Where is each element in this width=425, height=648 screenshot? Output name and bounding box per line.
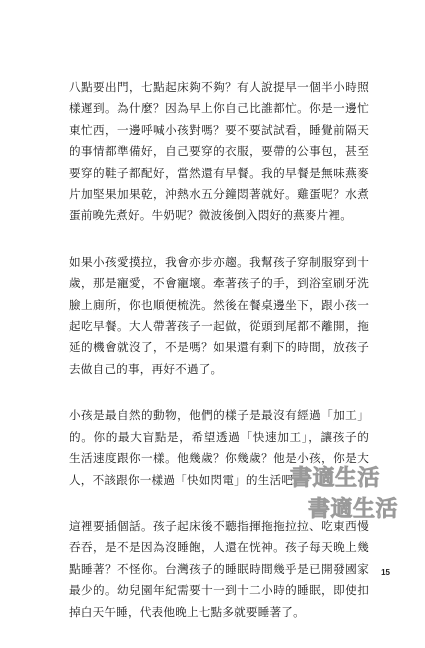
paragraph-3: 小孩是最自然的動物，他們的樣子是最沒有經過「加工」的。你的最大盲點是，希望透過「快速加工」，讓孩子的生活速度跟你一樣。他幾歲？你幾歲？他是小孩，你是大人，不該跟你一樣過「快如閃電」的生活吧。 [69, 408, 369, 487]
watermark-text-echo: 書適生活 [308, 496, 399, 522]
paragraph-4: 這裡要插個話。孩子起床後不聽指揮拖拖拉拉、吃東西慢吞吞，是不是因為沒睡飽，人還在恍神。孩子每天晚上幾點睡著？不怪你。台灣孩子的睡眠時間幾乎是已開發國家最少的。幼兒園年紀需要十一到十二小時的睡眠，即使扣掉白天午睡，代表他晚上七點多就要睡著了。 [69, 518, 369, 619]
paragraph-2: 如果小孩愛摸拉，我會亦步亦趨。我幫孩子穿制服穿到十歲，那是寵愛，不會寵壞。牽著孩子的手，到浴室刷牙洗臉上廁所，你也順便梳洗。然後在餐桌邊坐下，跟小孩一起吃早餐。大人帶著孩子一起做，從頭到尾都不離開，拖延的機會就沒了，不是嗎？如果還有剩下的時間，放孩子去做自己的事，再好不過了。 [69, 254, 369, 376]
watermark-text: 書適生活 [290, 465, 381, 491]
body-text [69, 77, 369, 648]
paragraph-1: 八點要出門，七點起床夠不夠？有人說提早一個半小時照樣遲到。為什麼？因為早上你自己比誰都忙。你是一邊忙東忙西，一邊呼喊小孩對嗎？要不要試試看，睡覺前隔天的事情都準備好，自己要穿的衣服，要帶的公事包，甚至要穿的鞋子都配好，當然還有早餐。我的早餐是無味燕麥片加堅果加果乾，沖熱水五分鐘悶著就好。雞蛋呢？水煮蛋前晚先煮好。牛奶呢？微波後倒入悶好的燕麥片裡。 [69, 80, 369, 223]
page-number: 15 [381, 568, 390, 577]
